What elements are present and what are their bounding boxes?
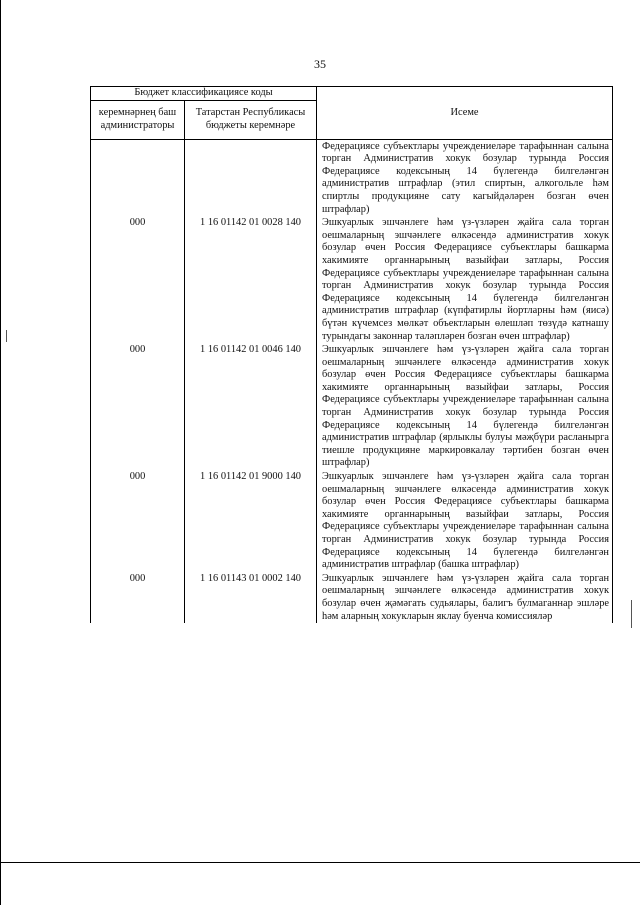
scan-mark	[631, 600, 632, 628]
table-body	[91, 139, 613, 623]
header-budget-revenue: Татарстан Республикасы бюджеты керемнәре	[185, 100, 317, 139]
header-name: Исеме	[317, 87, 613, 140]
scan-left-edge	[0, 0, 1, 905]
table-row	[91, 216, 613, 343]
budget-code-cell: 1 16 01142 01 0046 140	[185, 343, 317, 470]
scan-mark	[6, 330, 7, 342]
name-cell: Федерациясе субъектлары учреждениеләре тарафыннан салына торган Административ хокук бозулар турында Россия Федерациясе кодексының 14 бүлегендә билгеләнгән административ штрафлар (этил спиртын, алкогольле һәм спиртлы продукцияне сату кагыйдәләрен бозган өчен штрафлар)	[317, 139, 613, 216]
budget-code-cell: 1 16 01142 01 0028 140	[185, 216, 317, 343]
admin-code-cell	[91, 139, 185, 216]
name-cell: Эшкуарлык эшчәнлеге һәм үз-үзләрен җайга сала торган оешмаларның эшчәнлеге өлкәсендә административ хокук бозулар өчен Россия Федерациясе субъектлары башкарма хакимияте органнарының вазыйфаи затлары, Россия Федерациясе субъектлары учреждениеләре тарафыннан салына торган Административ хокук бозулар турында Россия Федерациясе кодексының 14 бүлегендә билгеләнгән административ штрафлар (күпфатирлы йортларны һәм (яисә) бүтән күчемсез мөлкәт объектларын өлешләп төзүдә катнашу турындагы законнар таләпләрен бозган өчен штрафлар)	[317, 216, 613, 343]
table-row	[91, 470, 613, 572]
admin-code-cell: 000	[91, 343, 185, 470]
budget-classification-table	[90, 86, 613, 623]
name-cell: Эшкуарлык эшчәнлеге һәм үз-үзләрен җайга сала торган оешмаларның эшчәнлеге өлкәсендә административ хокук бозулар өчен җәмәгать судьялары, балигъ булмаганнар эшләре һәм аларның хокукларын яклау буенча комиссияләр	[317, 572, 613, 623]
budget-classification-table-container	[90, 86, 612, 623]
header-chief-administrator: керемнәрнең баш администраторы	[91, 100, 185, 139]
admin-code-cell: 000	[91, 470, 185, 572]
page-number: 35	[314, 57, 326, 71]
name-cell: Эшкуарлык эшчәнлеге һәм үз-үзләрен җайга сала торган оешмаларның эшчәнлеге өлкәсендә административ хокук бозулар өчен Россия Федерациясе субъектлары башкарма хакимияте органнарының вазыйфаи затлары, Россия Федерациясе субъектлары учреждениеләре тарафыннан салына торган Административ хокук бозулар турында Россия Федерациясе кодексының 14 бүлегендә билгеләнгән административ штрафлар (башка штрафлар)	[317, 470, 613, 572]
table-row	[91, 572, 613, 623]
budget-code-cell	[185, 139, 317, 216]
admin-code-cell: 000	[91, 572, 185, 623]
table-row	[91, 343, 613, 470]
admin-code-cell: 000	[91, 216, 185, 343]
budget-code-cell: 1 16 01142 01 9000 140	[185, 470, 317, 572]
name-cell: Эшкуарлык эшчәнлеге һәм үз-үзләрен җайга сала торган оешмаларның эшчәнлеге өлкәсендә административ хокук бозулар өчен Россия Федерациясе субъектлары башкарма хакимияте органнарының вазыйфаи затлары, Россия Федерациясе субъектлары учреждениеләре тарафыннан салына торган Административ хокук бозулар турында Россия Федерациясе кодексының 14 бүлегендә билгеләнгән административ штрафлар (ярлыклы булуы мәҗбүри расланырга тиешле продукцияне маркировкалау тәртибен бозган өчен штрафлар)	[317, 343, 613, 470]
table-row	[91, 139, 613, 216]
budget-code-cell: 1 16 01143 01 0002 140	[185, 572, 317, 623]
page-bottom-rule	[0, 862, 640, 863]
header-budget-classification-code: Бюджет классификациясе коды	[91, 87, 317, 101]
